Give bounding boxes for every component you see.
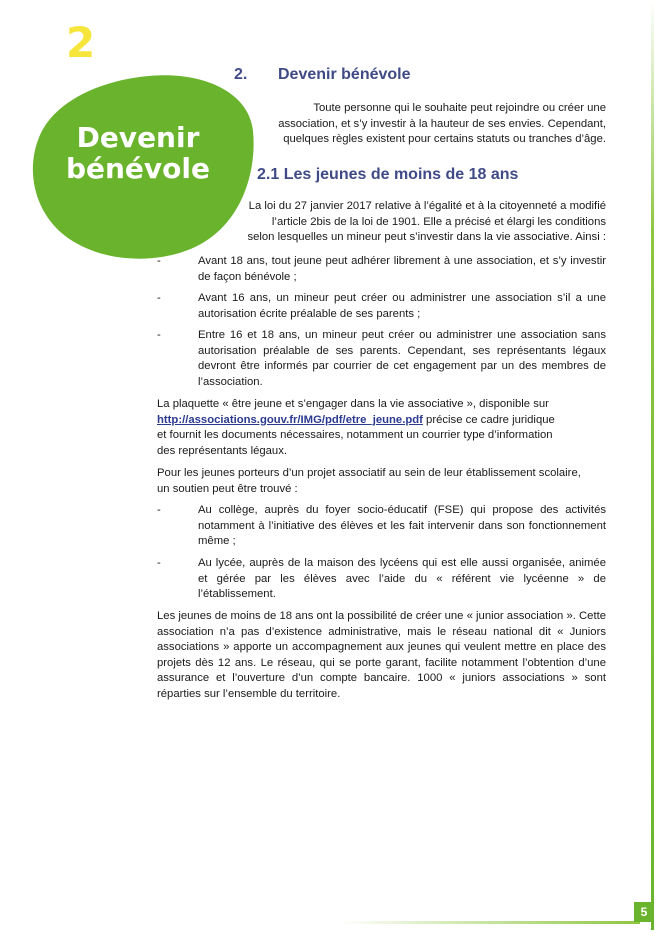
section-number: 2. — [234, 66, 248, 83]
porteurs-paragraph — [157, 466, 606, 497]
law-line: l’article 2bis de la loi de 1901. Elle a précisé et élargi les conditions — [271, 215, 606, 228]
plaquette-after-link: précise ce cadre juridique — [422, 413, 555, 426]
section-title: Devenir bénévole — [278, 66, 411, 83]
plaquette-line: et fournit les documents nécessaires, notamment un courrier type d’information — [157, 429, 553, 442]
section-heading — [234, 66, 411, 84]
chapter-title — [62, 122, 214, 184]
chapter-title-line1: Devenir — [76, 121, 200, 154]
junior-paragraph: Les jeunes de moins de 18 ans ont la possibilité de créer une « junior association ». Cette association n’a pas d’existence administrative, mais le réseau national dit « Juniors associations » apporte un accompagnement aux jeunes qui veulent mettre en place des projets dès 12 ans. Le réseau, qui se porte garant, facilite notamment l’obtention d’une assurance et l’ouverture d’un compte bancaire. 1000 « juniors associations » sont réparties sur l’ensemble du territoire. — [157, 610, 607, 700]
bullet-dash: - — [157, 292, 161, 304]
plaquette-link[interactable]: http://associations.gouv.fr/IMG/pdf/etre_jeune.pdf — [157, 413, 423, 426]
plaquette-line: des représentants légaux. — [157, 444, 287, 457]
bullet-dash: - — [157, 329, 161, 341]
bullet-adherer: Avant 18 ans, tout jeune peut adhérer librement à une association, et s’y investir de façon bénévole ; — [198, 255, 606, 283]
plaquette-link-line — [157, 413, 606, 429]
bottom-accent-bar — [340, 921, 640, 924]
bullet-dash: - — [157, 255, 161, 267]
plaquette-line: La plaquette « être jeune et s’engager dans la vie associative », disponible sur — [157, 398, 549, 410]
bullet-entre-16-18: Entre 16 et 18 ans, un mineur peut créer ou administrer une association sans autorisation préalable de ses parents. Cependant, ses représentants légaux devront être informés par courrier de cet engagement par un des membres de l’association. — [198, 329, 606, 388]
law-paragraph — [198, 199, 606, 246]
intro-line: quelques règles existent pour certains statuts ou tranches d’âge. — [283, 133, 606, 146]
page-number: 5 — [634, 902, 654, 922]
bullet-dash: - — [157, 557, 161, 569]
bullet-avant-16: Avant 16 ans, un mineur peut créer ou administrer une association s’il a une autorisation écrite préalable de ses parents ; — [198, 292, 606, 320]
plaquette-paragraph — [157, 397, 606, 459]
porteurs-line: Pour les jeunes porteurs d’un projet associatif au sein de leur établissement scolaire, — [157, 467, 581, 479]
intro-paragraph — [248, 101, 606, 148]
chapter-number: 2 — [66, 18, 96, 67]
porteurs-line: un soutien peut être trouvé : — [157, 482, 298, 495]
law-line: La loi du 27 janvier 2017 relative à l’égalité et à la citoyenneté a modifié — [248, 200, 606, 212]
chapter-title-line2: bénévole — [65, 152, 211, 185]
bullet-lycee: Au lycée, auprès de la maison des lycéens qui est elle aussi organisée, animée et gérée par les élèves avec l’aide du « référent vie lycéenne » de l’établissement. — [198, 557, 606, 601]
bullet-dash: - — [157, 504, 161, 516]
subsection-heading: 2.1 Les jeunes de moins de 18 ans — [257, 166, 519, 183]
bullet-college: Au collège, auprès du foyer socio-éducatif (FSE) qui propose des activités notamment à l’initiative des élèves et les fait intervenir dans son fonctionnement même ; — [198, 504, 606, 548]
law-line: selon lesquelles un mineur peut s’investir dans la vie associative. Ainsi : — [247, 231, 606, 244]
right-accent-bar — [651, 0, 654, 930]
intro-line: association, et s’y investir à la hauteur de ses envies. Cependant, — [278, 117, 606, 130]
intro-line: Toute personne qui le souhaite peut rejoindre ou créer une — [313, 102, 606, 114]
